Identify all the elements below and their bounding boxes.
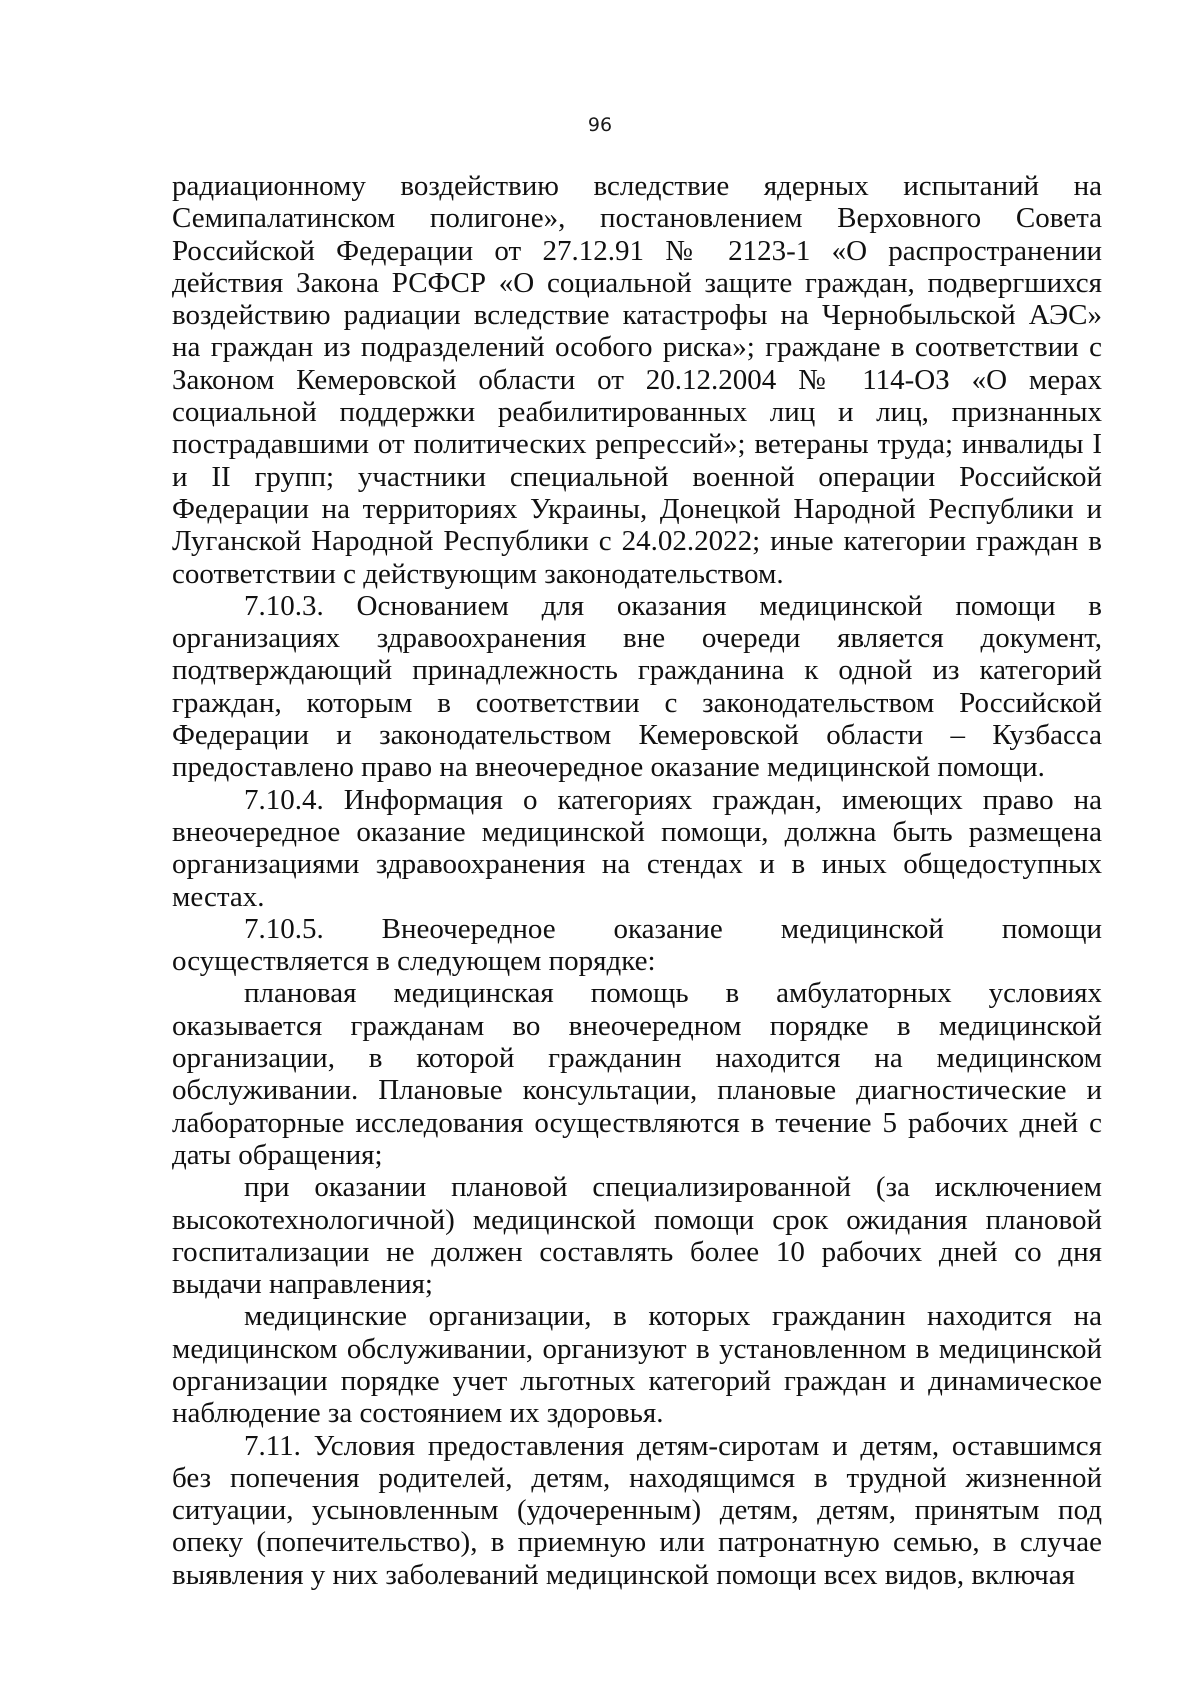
paragraph-7-10-4: 7.10.4. Информация о категориях граждан, имеющих право на внеочередное оказание медицинской помощи, должна быть размещена организациями здравоохранения на стендах и в иных общедоступных местах. [172, 783, 1102, 913]
paragraph-7-10-5: 7.10.5. Внеочередное оказание медицинской помощи осуществляется в следующем порядке: [172, 912, 1102, 978]
paragraph-outpatient-care: плановая медицинская помощь в амбулаторных условиях оказывается гражданам во внеочередном порядке в медицинской организации, в которой гражданин находится на медицинском обслуживании. Плановые консультации, плановые диагностические и лабораторные исследования осуществляются в течение 5 рабочих дней с даты обращения; [172, 977, 1102, 1171]
paragraph-7-11: 7.11. Условия предоставления детям-сиротам и детям, оставшимся без попечения родителей, детям, находящимся в трудной жизненной ситуации, усыновленным (удочеренным) детям, детям, принятым под опеку (попечительство), в приемную или патронатную семью, в случае выявления у них заболеваний медицинской помощи всех видов, включая [172, 1429, 1102, 1591]
paragraph-continuation: радиационному воздействию вследствие ядерных испытаний на Семипалатинском полигоне», постановлением Верховного Совета Российской Федерации от 27.12.91 № 2123-1 «О распространении действия Закона РСФСР «О социальной защите граждан, подвергшихся воздействию радиации вследствие катастрофы на Чернобыльской АЭС» на граждан из подразделений особого риска»; граждане в соответствии с Законом Кемеровской области от 20.12.2004 № 114-ОЗ «О мерах социальной поддержки реабилитированных лиц и лиц, признанных пострадавшими от политических репрессий»; ветераны труда; инвалиды I и II групп; участники специальной военной операции Российской Федерации на территориях Украины, Донецкой Народной Республики и Луганской Народной Республики с 24.02.2022; иные категории граждан в соответствии с действующим законодательством. [172, 170, 1102, 590]
paragraph-7-10-3: 7.10.3. Основанием для оказания медицинской помощи в организациях здравоохранения вне очереди является документ, подтверждающий принадлежность гражданина к одной из категорий граждан, которым в соответствии с законодательством Российской Федерации и законодательством Кемеровской области – Кузбасса предоставлено право на внеочередное оказание медицинской помощи. [172, 589, 1102, 784]
document-body [172, 170, 1102, 1591]
page-number: 96 [587, 114, 613, 136]
paragraph-medical-organizations: медицинские организации, в которых гражданин находится на медицинском обслуживании, организуют в установленном в медицинской организации порядке учет льготных категорий граждан и динамическое наблюдение за состоянием их здоровья. [172, 1300, 1102, 1430]
paragraph-hospitalization: при оказании плановой специализированной (за исключением высокотехнологичной) медицинской помощи срок ожидания плановой госпитализации не должен составлять более 10 рабочих дней со дня выдачи направления; [172, 1171, 1102, 1301]
